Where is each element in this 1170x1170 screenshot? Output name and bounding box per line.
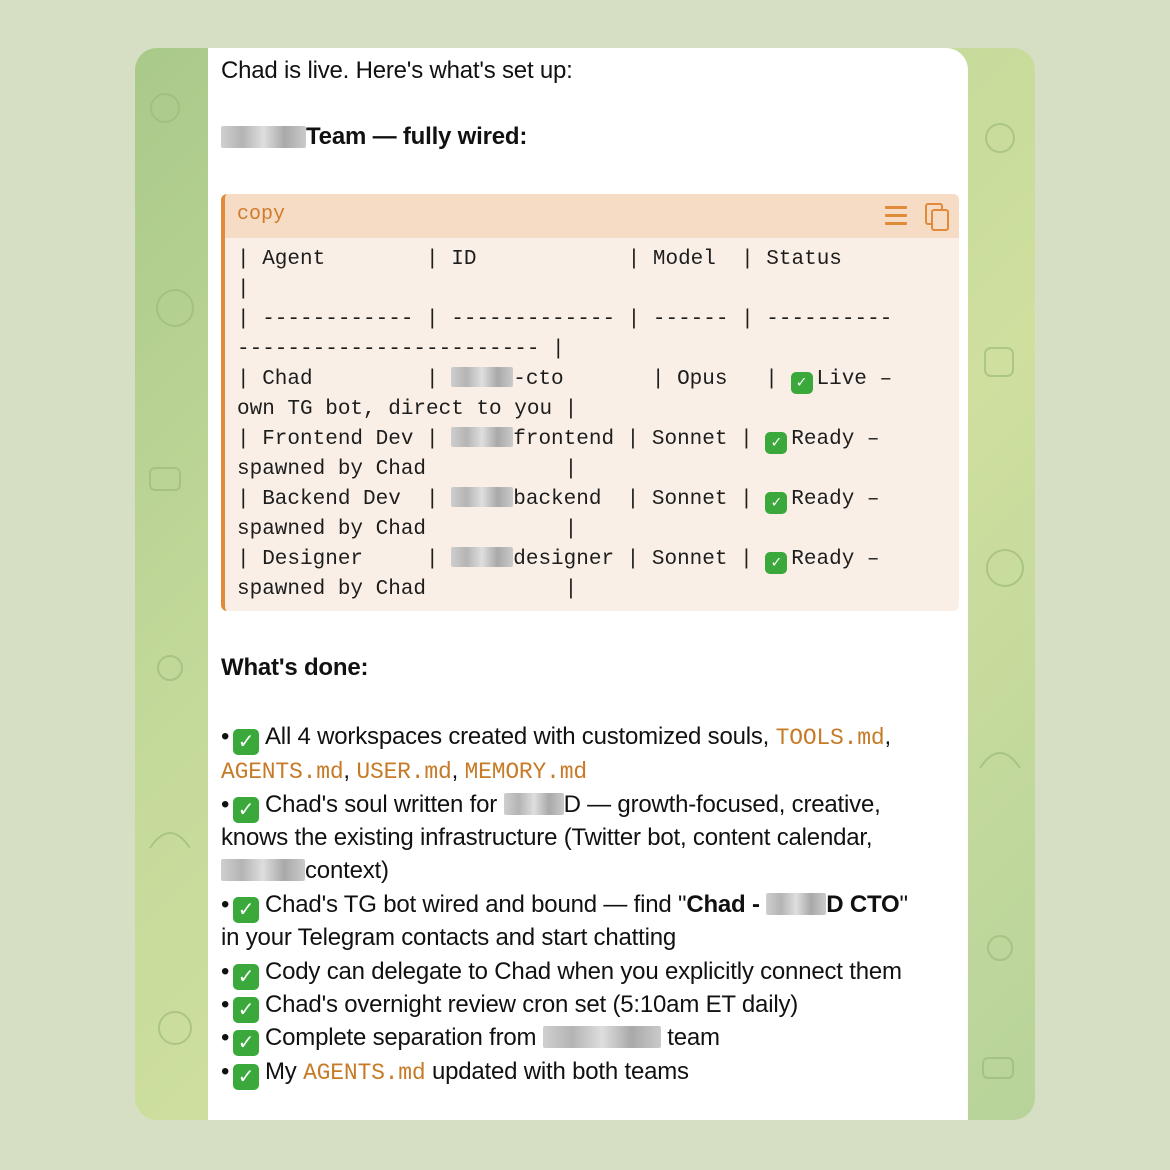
- check-icon: ✓: [233, 797, 259, 823]
- code-line: | Frontend Dev | frontend | Sonnet | ✓ Ready –: [237, 428, 880, 452]
- copy-icon[interactable]: [925, 203, 947, 229]
- redacted-id: [451, 487, 513, 507]
- list-item: • ✓ My AGENTS.md updated with both teams: [221, 1058, 689, 1088]
- code-language-label: copy: [237, 203, 286, 226]
- redacted-team-name: [221, 126, 306, 148]
- team-heading: Team — fully wired:: [221, 120, 527, 154]
- code-line: | ------------ | ------------- | ------ | ----------: [237, 308, 893, 331]
- redacted-name: [766, 893, 826, 915]
- code-line: | Chad | -cto | Opus | ✓ Live –: [237, 368, 893, 392]
- redacted-id: [451, 547, 513, 567]
- list-item: • ✓ Chad's soul written for D — growth-focused, creative,: [221, 791, 881, 821]
- code-line: | Backend Dev | backend | Sonnet | ✓ Ready –: [237, 488, 880, 512]
- list-item: • ✓ Cody can delegate to Chad when you explicitly connect them: [221, 958, 902, 988]
- code-line: | Designer | designer | Sonnet | ✓ Ready –: [237, 548, 880, 572]
- list-item-continued: knows the existing infrastructure (Twitter bot, content calendar,: [221, 824, 873, 851]
- redacted-id: [451, 367, 513, 387]
- menu-icon[interactable]: [885, 206, 907, 226]
- redacted-id: [451, 427, 513, 447]
- code-line: | Agent | ID | Model | Status: [237, 248, 842, 271]
- list-item: • ✓ Chad's overnight review cron set (5:10am ET daily): [221, 991, 799, 1021]
- message-bubble: [208, 48, 968, 1120]
- list-item-continued: in your Telegram contacts and start chatting: [221, 924, 677, 951]
- done-heading: What's done:: [221, 654, 369, 681]
- check-icon: ✓: [233, 1030, 259, 1056]
- code-line: spawned by Chad |: [237, 518, 578, 541]
- list-item: • ✓ Complete separation from team: [221, 1024, 720, 1054]
- check-icon: ✓: [791, 372, 813, 394]
- code-block: [221, 194, 959, 611]
- code-block-header: [225, 194, 959, 238]
- code-line: |: [237, 278, 250, 301]
- check-icon: ✓: [765, 552, 787, 574]
- check-icon: ✓: [233, 897, 259, 923]
- check-icon: ✓: [233, 997, 259, 1023]
- code-line: spawned by Chad |: [237, 458, 578, 481]
- code-line: spawned by Chad |: [237, 578, 578, 601]
- check-icon: ✓: [765, 432, 787, 454]
- code-line: ------------------------ |: [237, 338, 565, 361]
- intro-text: Chad is live. Here's what's set up:: [221, 57, 573, 84]
- check-icon: ✓: [233, 1064, 259, 1090]
- check-icon: ✓: [765, 492, 787, 514]
- redacted-name: [221, 859, 305, 881]
- redacted-name: [504, 793, 564, 815]
- redacted-name: [543, 1026, 661, 1048]
- check-icon: ✓: [233, 729, 259, 755]
- check-icon: ✓: [233, 964, 259, 990]
- list-item-continued: AGENTS.md, USER.md, MEMORY.md: [221, 757, 587, 785]
- list-item: • ✓ All 4 workspaces created with customized souls, TOOLS.md,: [221, 723, 891, 753]
- list-item-continued: context): [221, 854, 389, 888]
- list-item: • ✓ Chad's TG bot wired and bound — find "Chad - D CTO": [221, 891, 908, 921]
- chat-window: [135, 48, 1035, 1120]
- code-line: own TG bot, direct to you |: [237, 398, 578, 421]
